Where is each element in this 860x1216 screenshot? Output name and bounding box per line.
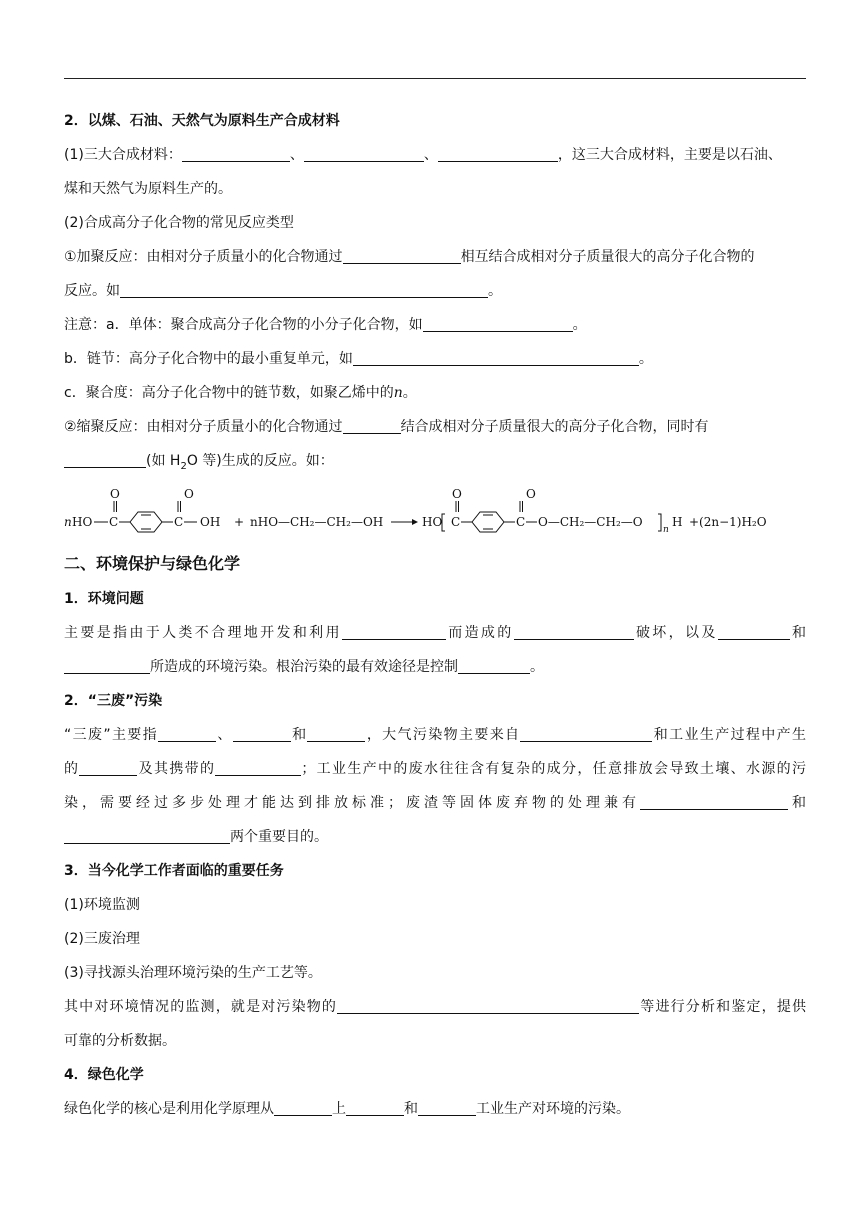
paragraph-three-wastes-cont-1: 的 及其携带的 ；工业生产中的废水往往含有复杂的成分，任意排放会导致土壤、水源的污	[64, 760, 806, 777]
bracket-right	[658, 514, 661, 531]
eq-product-chain: O—CH₂—CH₂—O	[538, 514, 643, 529]
task-item-monitoring: (1)环境监测	[64, 896, 140, 913]
blank-addition-method[interactable]	[343, 249, 461, 264]
paragraph-monitoring: 其中对环境情况的监测，就是对污染物的 等进行分析和鉴定，提供	[64, 998, 806, 1015]
section-title-synthetic-materials: 2．以煤、石油、天然气为原料生产合成材料	[64, 113, 340, 129]
task-item-treatment: (2)三废治理	[64, 930, 140, 947]
eq-water: +(2n−1)H₂O	[689, 514, 767, 529]
eq-carbon-3: C	[451, 514, 461, 529]
paragraph-env-problems: 主要是指由于人类不合理地开发和利用 而造成的 破坏，以及 和	[64, 624, 806, 641]
eq-carbon-1: C	[109, 514, 119, 529]
blank-control[interactable]	[458, 659, 530, 674]
blank-waste-3[interactable]	[307, 727, 365, 742]
paragraph-reaction-types: (2)合成高分子化合物的常见反应类型	[64, 215, 294, 231]
blank-waste-purpose-1[interactable]	[640, 795, 788, 810]
worksheet-content	[64, 104, 806, 1126]
paragraph-three-wastes: “三废”主要指 、 和 ，大气污染物主要来自 和工业生产过程中产生	[64, 726, 806, 743]
note-monomer: 注意：a．单体：聚合成高分子化合物的小分子化合物，如 。	[64, 317, 587, 333]
blank-green-1[interactable]	[274, 1101, 332, 1116]
blank-resource[interactable]	[342, 625, 446, 640]
section-title-environment: 二、环境保护与绿色化学	[64, 553, 241, 573]
subsection-title-green-chemistry: 4．绿色化学	[64, 1066, 144, 1083]
eq-oxygen-3: O	[452, 486, 462, 501]
blank-waste-2[interactable]	[233, 727, 291, 742]
eq-oh-left: OH	[200, 514, 221, 529]
note-degree-of-polymerization: c．聚合度：高分子化合物中的链节数，如聚乙烯中的n。	[64, 385, 417, 401]
paragraph-addition-polymerization: ①加聚反应：由相对分子质量小的化合物通过 相互结合成相对分子质量很大的高分子化合物的	[64, 249, 755, 265]
paragraph-green-chemistry: 绿色化学的核心是利用化学原理从 上 和 工业生产对环境的污染。	[64, 1100, 630, 1117]
eq-carbon-2: C	[174, 514, 184, 529]
arrow-icon	[412, 519, 418, 525]
eq-ethylene-glycol: nHO—CH₂—CH₂—OH	[250, 514, 384, 529]
eq-ho-left: HO	[72, 514, 93, 529]
blank-ecological[interactable]	[514, 625, 634, 640]
paragraph-monitoring-cont: 可靠的分析数据。	[64, 1032, 176, 1049]
blank-material-2[interactable]	[304, 147, 424, 162]
blank-chain-unit[interactable]	[353, 351, 639, 366]
subsection-title-three-wastes: 2．“三废”污染	[64, 692, 163, 709]
subsection-title-chemist-tasks: 3．当今化学工作者面临的重要任务	[64, 862, 284, 879]
blank-monomer[interactable]	[423, 317, 573, 332]
blank-waste-1[interactable]	[158, 727, 216, 742]
eq-n-coefficient: n	[64, 514, 72, 529]
bracket-left	[442, 514, 445, 531]
blank-monitoring[interactable]	[337, 999, 639, 1014]
blank-air-pollution-source[interactable]	[520, 727, 652, 742]
blank-green-3[interactable]	[418, 1101, 476, 1116]
subsection-title-env-problems: 1．环境问题	[64, 590, 144, 607]
paragraph-three-wastes-cont-3: 两个重要目的。	[64, 820, 806, 854]
paragraph-three-materials: (1)三大合成材料： 、 、 ，这三大合成材料，主要是以石油、	[64, 147, 782, 163]
eq-carbon-4: C	[516, 514, 526, 529]
blank-pollution-source-1[interactable]	[718, 625, 790, 640]
paragraph-env-problems-cont: 所造成的环境污染。根治污染的最有效途径是控制 。	[64, 650, 806, 684]
condensation-equation-drawing	[64, 484, 806, 542]
blank-byproduct[interactable]	[64, 453, 146, 468]
blank-waste-purpose-2[interactable]	[64, 829, 230, 844]
blank-particles[interactable]	[215, 761, 301, 776]
eq-oxygen-1: O	[110, 486, 120, 501]
paragraph-condensation-cont: (如 $H_2O$ 等)生成的反应。如：	[64, 444, 806, 484]
eq-product-ho: HO	[422, 514, 443, 529]
eq-subscript-n: n	[663, 524, 669, 535]
blank-pollution-source-2[interactable]	[64, 659, 150, 674]
eq-oxygen-2: O	[184, 486, 194, 501]
paragraph-addition-example: 反应。如 。	[64, 283, 502, 299]
header-rule	[64, 78, 806, 79]
note-chain-unit: b．链节：高分子化合物中的最小重复单元，如 。	[64, 351, 653, 367]
blank-addition-example[interactable]	[120, 283, 488, 298]
blank-green-2[interactable]	[346, 1101, 404, 1116]
paragraph-condensation: ②缩聚反应：由相对分子质量小的化合物通过 结合成相对分子质量很大的高分子化合物，同时有	[64, 419, 709, 435]
paragraph-three-materials-cont: 煤和天然气为原料生产的。	[64, 181, 232, 197]
condensation-equation	[64, 484, 806, 542]
eq-oxygen-4: O	[526, 486, 536, 501]
blank-material-1[interactable]	[182, 147, 290, 162]
eq-product-h: H	[672, 514, 683, 529]
task-item-source-process: (3)寻找源头治理环境污染的生产工艺等。	[64, 964, 322, 981]
blank-condensation-method[interactable]	[343, 419, 401, 434]
paragraph-three-wastes-cont-2: 染，需要经过多步处理才能达到排放标准；废渣等固体废弃物的处理兼有 和	[64, 794, 806, 811]
eq-plus: +	[234, 514, 245, 529]
blank-gas[interactable]	[79, 761, 137, 776]
blank-material-3[interactable]	[438, 147, 558, 162]
